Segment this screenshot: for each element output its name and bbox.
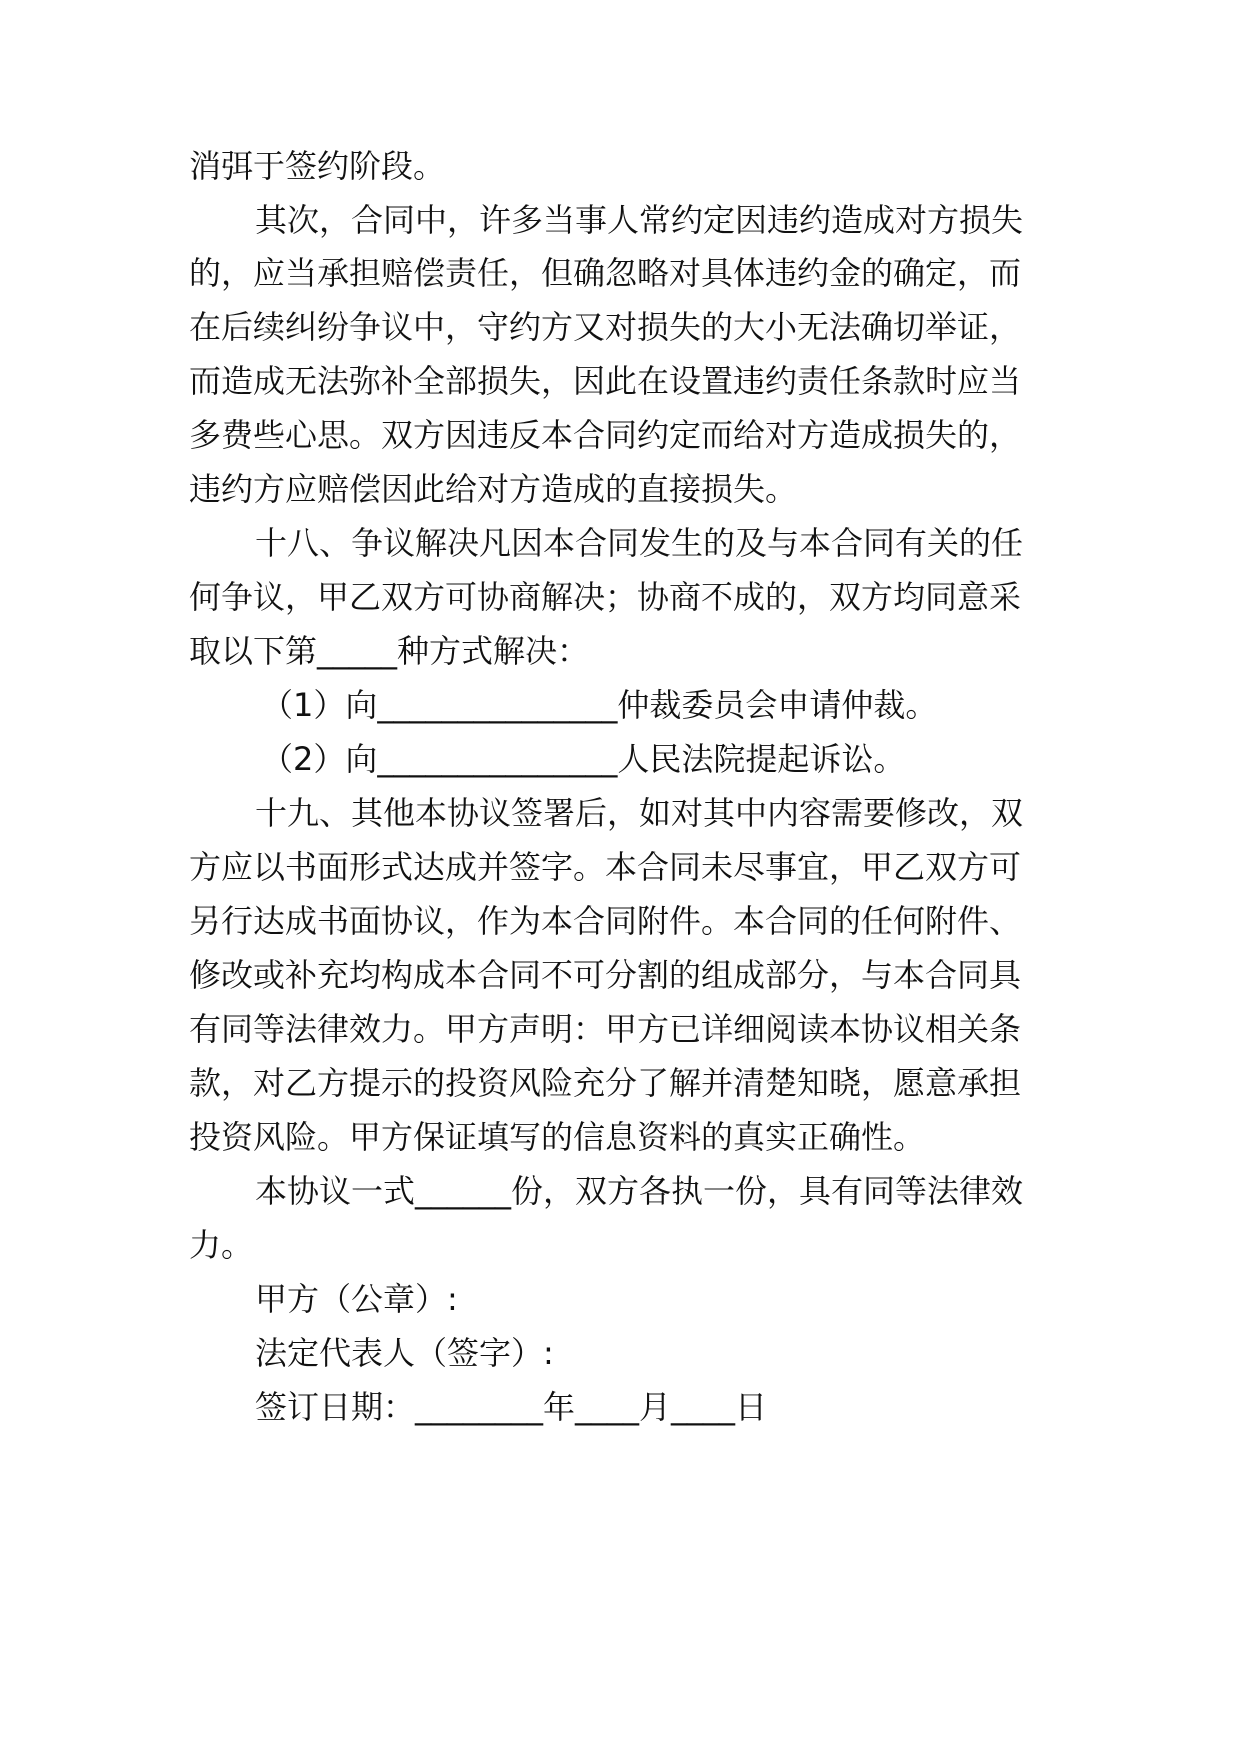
paragraph-line: 十九、其他本协议签署后，如对其中内容需要修改，双 <box>255 794 1024 832</box>
option-line: （2）向_______________人民法院提起诉讼。 <box>261 740 906 778</box>
paragraph-line: 投资风险。甲方保证填写的信息资料的真实正确性。 <box>189 1118 926 1156</box>
paragraph-line: 其次，合同中，许多当事人常约定因违约造成对方损失 <box>255 201 1024 239</box>
paragraph-line: 十八、争议解决凡因本合同发生的及与本合同有关的任 <box>255 524 1024 562</box>
signing-date-line: 签订日期：________年____月____日 <box>255 1388 768 1426</box>
paragraph-line: 在后续纠纷争议中，守约方又对损失的大小无法确切举证， <box>189 308 1022 346</box>
paragraph-line: 取以下第_____种方式解决： <box>189 632 590 670</box>
paragraph-line: 何争议，甲乙双方可协商解决；协商不成的，双方均同意采 <box>189 578 1022 616</box>
paragraph-line: 款，对乙方提示的投资风险充分了解并清楚知晓，愿意承担 <box>189 1064 1022 1102</box>
legal-representative-line: 法定代表人（签字）: <box>255 1334 554 1372</box>
paragraph-line: 的，应当承担赔偿责任，但确忽略对具体违约金的确定，而 <box>189 254 1022 292</box>
paragraph-line: 另行达成书面协议，作为本合同附件。本合同的任何附件、 <box>189 902 1022 940</box>
paragraph-line: 而造成无法弥补全部损失，因此在设置违约责任条款时应当 <box>189 362 1022 400</box>
paragraph-line: 违约方应赔偿因此给对方造成的直接损失。 <box>189 470 798 508</box>
party-a-seal-line: 甲方（公章）: <box>255 1280 458 1318</box>
paragraph-line: 有同等法律效力。甲方声明：甲方已详细阅读本协议相关条 <box>189 1010 1022 1048</box>
paragraph-line: 多费些心思。双方因违反本合同约定而给对方造成损失的， <box>189 416 1022 454</box>
paragraph-line: 方应以书面形式达成并签字。本合同未尽事宜，甲乙双方可 <box>189 848 1022 886</box>
paragraph-line: 消弭于签约阶段。 <box>189 147 446 185</box>
paragraph-line: 力。 <box>189 1226 254 1264</box>
paragraph-line: 本协议一式______份，双方各执一份，具有同等法律效 <box>255 1172 1024 1210</box>
option-line: （1）向_______________仲裁委员会申请仲裁。 <box>261 686 938 724</box>
paragraph-line: 修改或补充均构成本合同不可分割的组成部分，与本合同具 <box>189 956 1022 994</box>
